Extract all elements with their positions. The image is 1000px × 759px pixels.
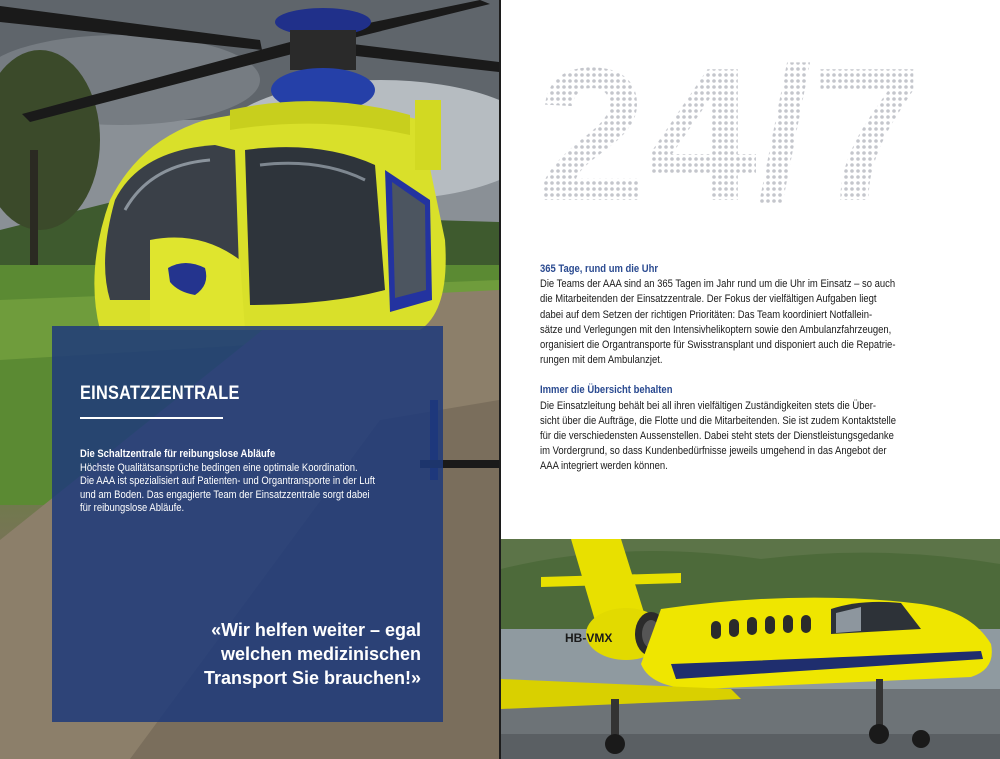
big-number-text: 24/7 xyxy=(537,60,922,210)
panel-body-line: Höchste Qualitätsansprüche bedingen eine optimale Koordination. xyxy=(80,461,358,474)
panel-body-line: Die AAA ist spezialisiert auf Patienten- und Organtransporte in der Luft xyxy=(80,475,376,488)
jet-photo xyxy=(501,539,1000,759)
jet-registration: HB-VMX xyxy=(565,631,613,645)
section-line: Die Teams der AAA sind an 365 Tagen im Jahr rund um die Uhr im Einsatz – so auch xyxy=(540,278,896,291)
section-line: die Mitarbeitenden der Einsatzzentrale. Der Fokus der vielfältigen Aufgaben liegt xyxy=(540,293,877,306)
section-line: sicht über die Aufträge, die Flotte und die Mitarbeitenden. Sie ist zudem Kontaktstelle xyxy=(540,414,897,427)
panel-subheading: Die Schaltzentrale für reibungslose Abläufe xyxy=(80,448,276,460)
big-number-247 xyxy=(537,60,927,210)
section-line: im Vordergrund, so dass Kundenbedürfnisse jeweils umgehend in das Angebot der xyxy=(540,445,887,458)
panel-body-line: für reibungslose Abläufe. xyxy=(80,502,185,515)
section-line: AAA integriert werden können. xyxy=(540,460,668,473)
section-heading: Immer die Übersicht behalten xyxy=(540,384,673,397)
info-panel xyxy=(52,326,443,722)
section-line: Die Einsatzleitung behält bei all ihren vielfältigen Zuständigkeiten stets die Über- xyxy=(540,399,877,412)
right-page xyxy=(501,0,1000,759)
panel-heading: EINSATZZENTRALE xyxy=(80,383,240,404)
right-text xyxy=(540,262,944,475)
quote-line: Transport Sie brauchen!» xyxy=(203,668,421,688)
section-gap xyxy=(540,368,944,383)
section-line: für die verschiedensten Aussenstellen. Dabei steht stets der Dienstleistungsgedanke xyxy=(540,430,894,443)
section-line: sätze und Verlegungen mit den Intensivhelikoptern sowie den Ambulanzfahrzeugen, xyxy=(540,323,892,336)
panel-divider xyxy=(80,417,223,419)
section-line: rungen mit dem Ambulanzjet. xyxy=(540,354,663,367)
panel-quote xyxy=(61,618,421,690)
panel-body-line: und am Boden. Das engagierte Team der Einsatzzentrale sorgt dabei xyxy=(80,488,370,501)
panel-text xyxy=(80,448,441,516)
left-page xyxy=(0,0,499,759)
quote-line: «Wir helfen weiter – egal xyxy=(211,620,421,640)
quote-line: welchen medizinischen xyxy=(220,644,421,664)
section-line: organisiert die Organtransporte für Swisstransplant und disponiert auch die Repatrie- xyxy=(540,339,896,352)
section-heading: 365 Tage, rund um die Uhr xyxy=(540,263,659,275)
section-line: dabei auf dem Setzen der richtigen Prioritäten: Das Team koordiniert Notfallein- xyxy=(540,308,873,321)
